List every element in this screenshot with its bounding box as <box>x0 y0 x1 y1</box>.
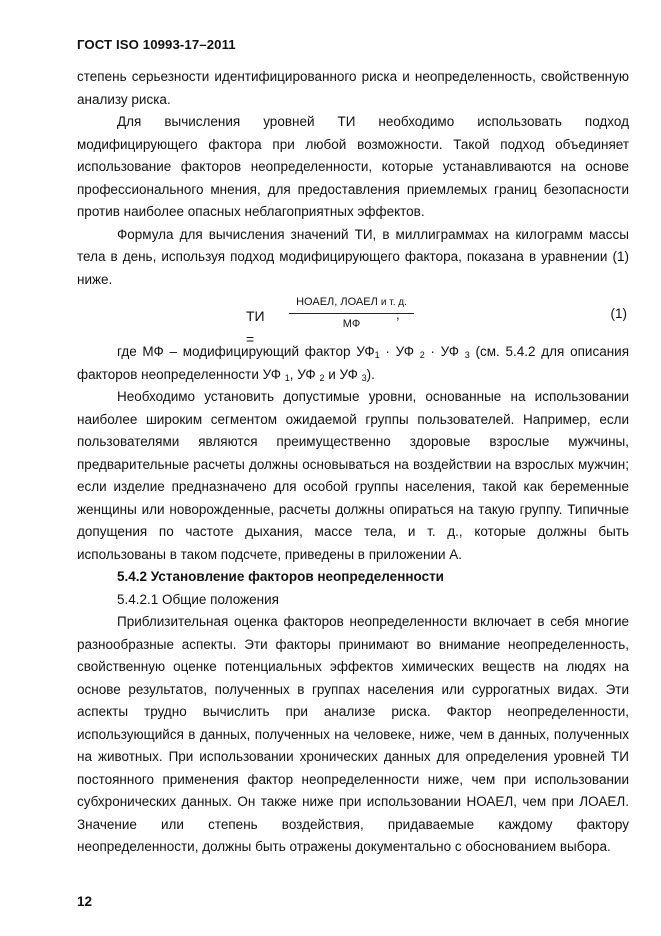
where-text-5: , УФ <box>289 366 320 382</box>
where-text-7: ). <box>366 366 375 382</box>
where-text-1: где МФ – модифицирующий фактор УФ <box>117 344 375 359</box>
where-text-6: и УФ <box>324 366 362 382</box>
paragraph-formula-intro: Формула для вычисления значений ТИ, в миллиграммах на килограмм массы тела в день, используя подход модифицирующего фактора, показана в уравнении (1) ниже. <box>77 226 629 287</box>
formula-lhs: ТИ = <box>246 308 265 347</box>
subscript-4: 1 <box>284 372 290 383</box>
document-body <box>77 66 629 859</box>
where-text-4: (см. 5.4.2 для описания факторов неопределенности УФ <box>77 344 630 382</box>
equation-number: (1) <box>610 306 627 321</box>
document-header: ГОСТ ISO 10993-17–2011 <box>77 37 236 52</box>
paragraph-modifying-factor: Для вычисления уровней ТИ необходимо использовать подход модифицирующего фактора при любой возможности. Такой подход объединяет использование факторов неопределенности, которые устанавливаются на основе профессионального мнения, для предоставления приемлемых границ безопасности против наиболее опасных неблагоприятных эффектов. <box>77 114 629 219</box>
where-text-2: · УФ <box>379 344 420 359</box>
subscript-2: 2 <box>419 350 425 360</box>
where-text-3: · УФ <box>424 344 465 359</box>
page-number: 12 <box>77 894 93 909</box>
subscript-1: 1 <box>374 350 380 360</box>
formula-numerator-main: НОАЕЛ, ЛОАЕЛ <box>296 296 378 308</box>
formula-denominator: МФ <box>342 318 361 330</box>
section-heading-5-4-2: 5.4.2 Установление факторов неопределенности <box>117 569 444 584</box>
equation-1 <box>77 293 629 347</box>
formula-comma: , <box>396 307 400 322</box>
subscript-5: 2 <box>319 372 325 383</box>
subsection-heading-5-4-2-1: 5.4.2.1 Общие положения <box>117 591 279 607</box>
paragraph-where-clause <box>77 341 629 386</box>
formula-numerator-tail: и т. д. <box>380 297 407 308</box>
paragraph-uncertainty-factors: Приблизительная оценка факторов неопределенности включает в себя многие разнообразные аспекты. Эти факторы принимают во внимание неопределенность, свойственную оценке потенциальных эффектов химических веществ на людях на основе результатов, полученных в группах населения или суррогатных видах. Эти аспекты трудно вычислить при анализе риска. Фактор неопределенности, использующийся в данных, полученных на человеке, ниже, чем в данных, полученных на животных. При использовании хронических данных для определения уровней ТИ постоянного применения фактор неопределенности ниже, чем при использовании субхронических данных. Он также ниже при использовании НОАЕЛ, чем при ЛОАЕЛ. Значение или степень воздействия, придаваемые каждому фактору неопределенности, должны быть отражены документально с обоснованием выбора. <box>77 614 629 854</box>
paragraph-permissible-levels: Необходимо установить допустимые уровни, основанные на использовании наиболее широким сегментом ожидаемой группы пользователей. Например, если пользователями являются преимущественно здоровые взрослые мужчины, предварительные расчеты должны основываться на воздействии на взрослых мужчин; если изделие предназначено для особой группы населения, такой как беременные женщины или новорожденные, расчеты должны опираться на такую группу. Типичные допущения по частоте дыхания, массе тела, и т. д., которые должны быть использованы в таком подсчете, приведены в приложении А. <box>77 389 629 562</box>
subscript-3: 3 <box>464 350 470 360</box>
paragraph-continuation: степень серьезности идентифицированного риска и неопределенность, свойственную анализу риска. <box>77 69 629 107</box>
subscript-6: 3 <box>361 372 367 383</box>
